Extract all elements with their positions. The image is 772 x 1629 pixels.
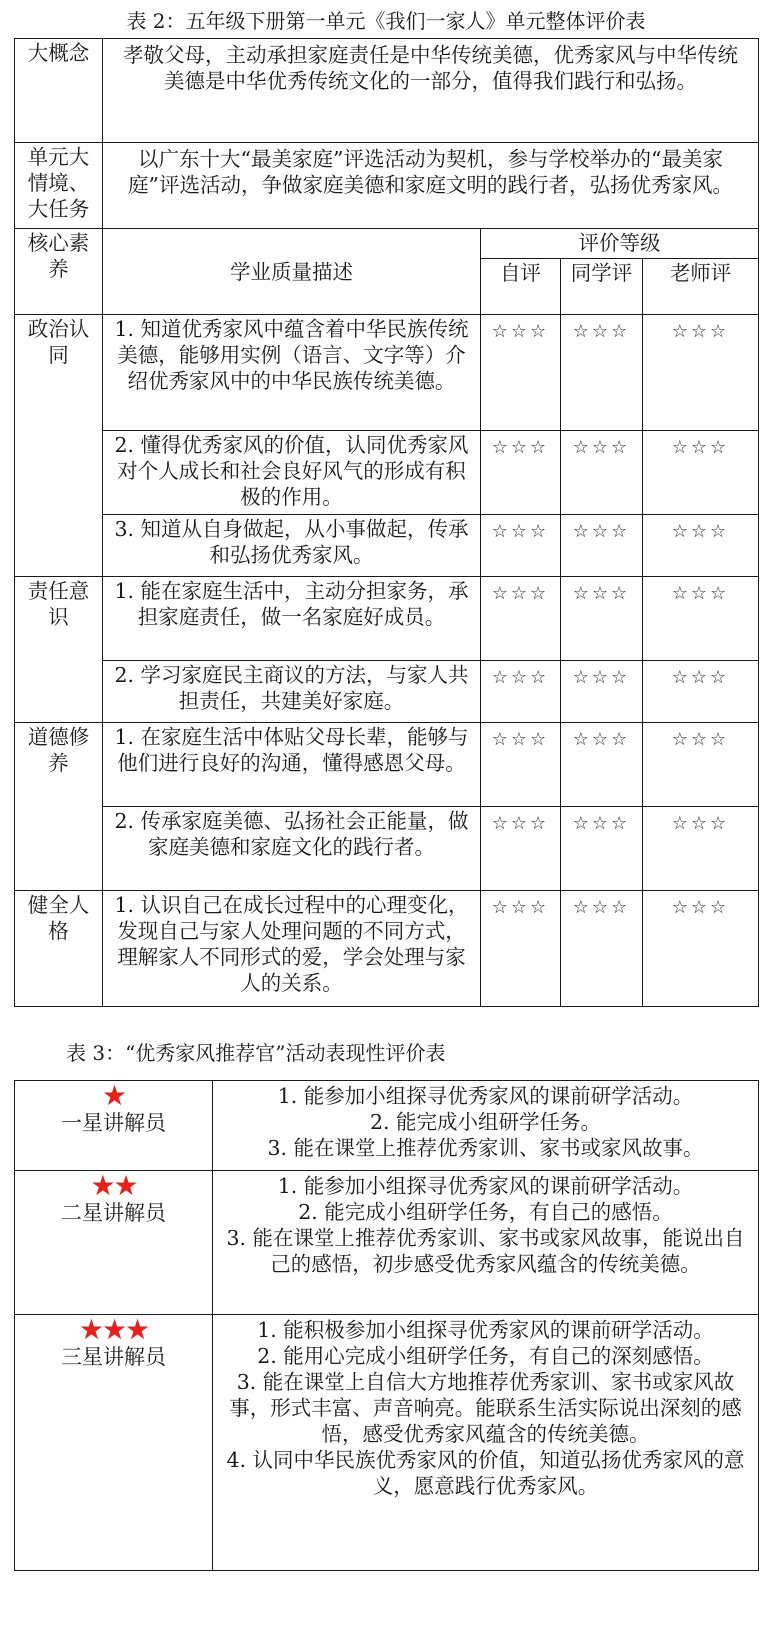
self-rating-stars: ☆☆☆ <box>481 315 561 431</box>
level-row <box>15 1081 759 1171</box>
core-literacy-label: 健全人格 <box>15 891 103 1007</box>
task-label: 单元大情境、大任务 <box>15 143 103 229</box>
peer-rating-stars: ☆☆☆ <box>561 315 643 431</box>
task-row <box>15 143 759 229</box>
peer-rating-stars: ☆☆☆ <box>561 807 643 891</box>
header-rating: 评价等级 <box>481 229 759 259</box>
red-star-icon: ★ <box>101 1080 126 1112</box>
peer-rating-stars: ☆☆☆ <box>561 431 643 515</box>
criterion-text: 1. 能参加小组探寻优秀家风的课前研学活动。 <box>277 1174 694 1198</box>
criterion-text: 3. 能在课堂上推荐优秀家训、家书或家风故事，能说出自己的感悟，初步感受优秀家风蕴含的传统美德。 <box>226 1226 745 1276</box>
criterion-text: 2. 能完成小组研学任务。 <box>369 1110 602 1134</box>
quality-description: 1. 能在家庭生活中，主动分担家务，承担家庭责任，做一名家庭好成员。 <box>103 577 481 661</box>
self-rating-stars: ☆☆☆ <box>481 661 561 723</box>
teacher-rating-stars: ☆☆☆ <box>643 891 759 1007</box>
concept-row <box>15 39 759 143</box>
header-teacher: 老师评 <box>643 259 759 315</box>
criterion-text: 2. 能用心完成小组研学任务，有自己的深刻感悟。 <box>257 1344 714 1368</box>
quality-row <box>15 723 759 807</box>
quality-rows <box>15 315 759 1007</box>
teacher-rating-stars: ☆☆☆ <box>643 807 759 891</box>
unit-evaluation-table <box>14 38 759 1007</box>
level-cell <box>15 1171 213 1315</box>
peer-rating-stars: ☆☆☆ <box>561 723 643 807</box>
self-rating-stars: ☆☆☆ <box>481 723 561 807</box>
quality-description: 2. 学习家庭民主商议的方法，与家人共担责任，共建美好家庭。 <box>103 661 481 723</box>
concept-text: 孝敬父母，主动承担家庭责任是中华传统美德，优秀家风与中华传统美德是中华优秀传统文化的一部分，值得我们践行和弘扬。 <box>103 39 759 143</box>
criterion-text: 1. 能参加小组探寻优秀家风的课前研学活动。 <box>277 1084 694 1108</box>
quality-description: 2. 传承家庭美德、弘扬社会正能量，做家庭美德和家庭文化的践行者。 <box>103 807 481 891</box>
teacher-rating-stars: ☆☆☆ <box>643 661 759 723</box>
criteria-cell <box>213 1081 759 1171</box>
self-rating-stars: ☆☆☆ <box>481 807 561 891</box>
quality-description: 1. 知道优秀家风中蕴含着中华民族传统美德，能够用实例（语言、文字等）介绍优秀家风中的中华民族传统美德。 <box>103 315 481 431</box>
criterion-text: 1. 能积极参加小组探寻优秀家风的课前研学活动。 <box>257 1318 714 1342</box>
self-rating-stars: ☆☆☆ <box>481 577 561 661</box>
quality-row <box>15 807 759 891</box>
teacher-rating-stars: ☆☆☆ <box>643 577 759 661</box>
criteria-cell <box>213 1171 759 1315</box>
task-text: 以广东十大“最美家庭”评选活动为契机，参与学校举办的“最美家庭”评选活动，争做家庭美德和家庭文明的践行者，弘扬优秀家风。 <box>103 143 759 229</box>
concept-label: 大概念 <box>15 39 103 143</box>
teacher-rating-stars: ☆☆☆ <box>643 315 759 431</box>
criteria-cell <box>213 1315 759 1571</box>
quality-description: 1. 认识自己在成长过程中的心理变化，发现自己与家人处理问题的不同方式，理解家人不同形式的爱，学会处理与家人的关系。 <box>103 891 481 1007</box>
self-rating-stars: ☆☆☆ <box>481 891 561 1007</box>
teacher-rating-stars: ☆☆☆ <box>643 431 759 515</box>
criterion-text: 2. 能完成小组研学任务，有自己的感悟。 <box>298 1200 673 1224</box>
table3-caption: 表 3：“优秀家风推荐官”活动表现性评价表 <box>66 1041 446 1065</box>
header-self: 自评 <box>481 259 561 315</box>
header-core: 核心素养 <box>15 229 103 315</box>
level-cell <box>15 1315 213 1571</box>
quality-row <box>15 577 759 661</box>
red-star-icon: ★★ <box>90 1170 137 1202</box>
level-name: 二星讲解员 <box>61 1201 166 1225</box>
peer-rating-stars: ☆☆☆ <box>561 515 643 577</box>
core-literacy-label: 道德修养 <box>15 723 103 891</box>
level-cell <box>15 1081 213 1171</box>
red-star-icon: ★★★ <box>78 1314 149 1346</box>
level-name: 三星讲解员 <box>61 1345 166 1369</box>
core-literacy-label: 责任意识 <box>15 577 103 723</box>
quality-row <box>15 891 759 1007</box>
header-quality: 学业质量描述 <box>103 229 481 315</box>
quality-row <box>15 661 759 723</box>
quality-description: 3. 知道从自身做起，从小事做起，传承和弘扬优秀家风。 <box>103 515 481 577</box>
criterion-text: 3. 能在课堂上推荐优秀家训、家书或家风故事。 <box>267 1136 704 1160</box>
level-rows <box>15 1081 759 1571</box>
quality-row <box>15 515 759 577</box>
self-rating-stars: ☆☆☆ <box>481 431 561 515</box>
teacher-rating-stars: ☆☆☆ <box>643 515 759 577</box>
level-name: 一星讲解员 <box>61 1111 166 1135</box>
core-literacy-label: 政治认同 <box>15 315 103 577</box>
criterion-text: 3. 能在课堂上自信大方地推荐优秀家训、家书或家风故事，形式丰富、声音响亮。能联系生活实际说出深刻的感悟，感受优秀家风蕴含的传统美德。 <box>229 1370 742 1446</box>
quality-row <box>15 431 759 515</box>
quality-description: 2. 懂得优秀家风的价值，认同优秀家风对个人成长和社会良好风气的形成有积极的作用。 <box>103 431 481 515</box>
performance-evaluation-table <box>14 1080 759 1571</box>
header-peer: 同学评 <box>561 259 643 315</box>
header-row-1 <box>15 229 759 259</box>
level-row <box>15 1315 759 1571</box>
criterion-text: 4. 认同中华民族优秀家风的价值，知道弘扬优秀家风的意义，愿意践行优秀家风。 <box>226 1448 745 1498</box>
quality-row <box>15 315 759 431</box>
table2-caption: 表 2：五年级下册第一单元《我们一家人》单元整体评价表 <box>126 9 646 33</box>
peer-rating-stars: ☆☆☆ <box>561 661 643 723</box>
peer-rating-stars: ☆☆☆ <box>561 891 643 1007</box>
self-rating-stars: ☆☆☆ <box>481 515 561 577</box>
level-row <box>15 1171 759 1315</box>
teacher-rating-stars: ☆☆☆ <box>643 723 759 807</box>
quality-description: 1. 在家庭生活中体贴父母长辈，能够与他们进行良好的沟通，懂得感恩父母。 <box>103 723 481 807</box>
peer-rating-stars: ☆☆☆ <box>561 577 643 661</box>
